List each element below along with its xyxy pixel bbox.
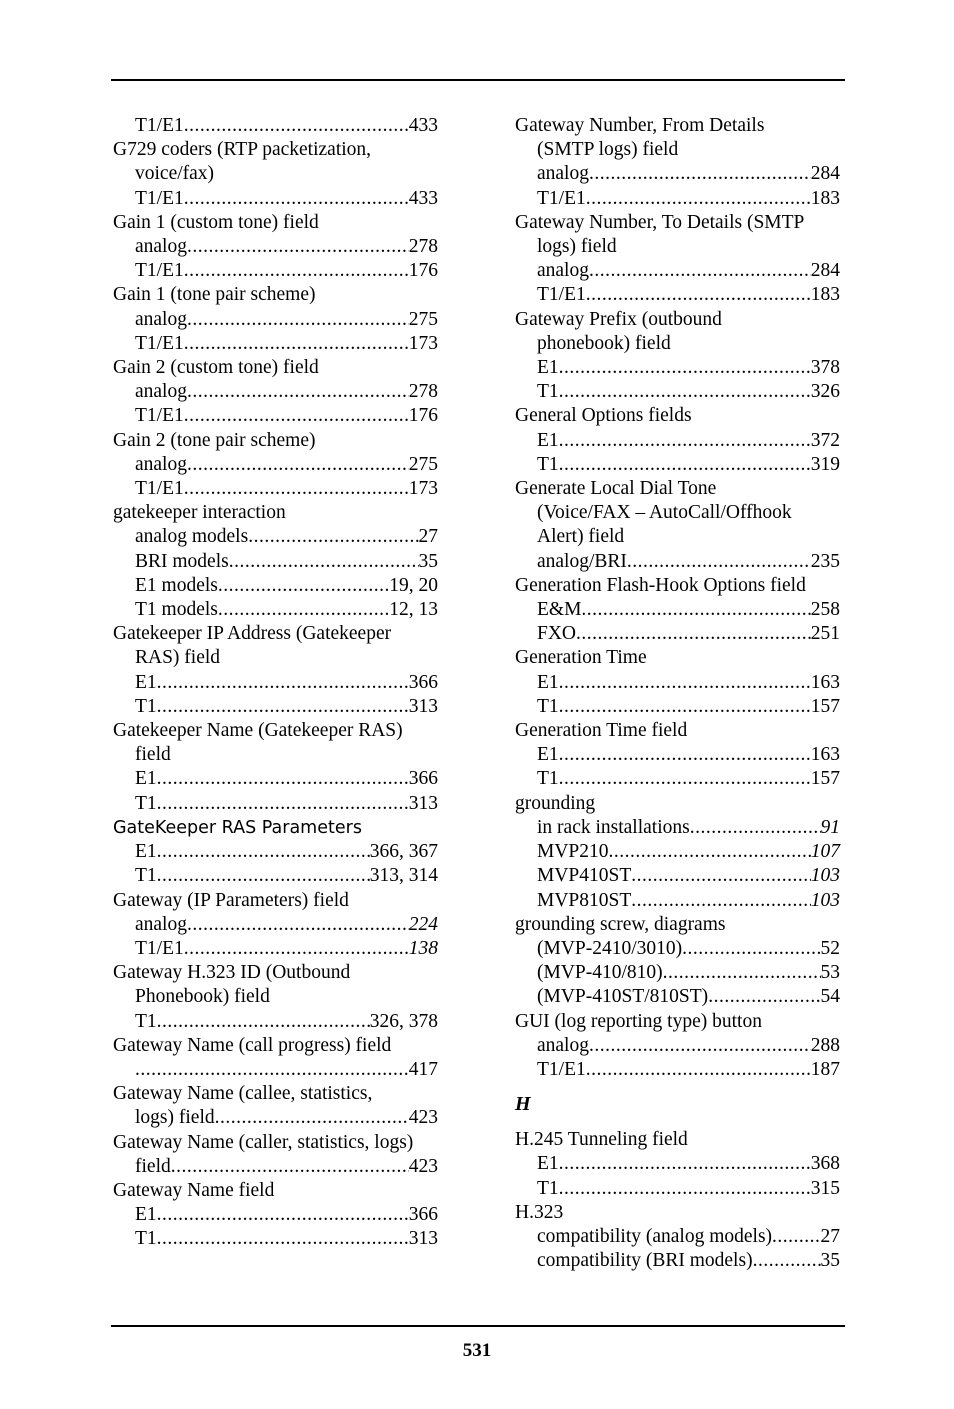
index-entry-text: E1 <box>537 671 559 693</box>
index-page-ref[interactable]: 176 <box>408 405 438 427</box>
index-main-entry: Gatekeeper IP Address (Gatekeeper <box>113 623 392 645</box>
index-main-entry: H.323 <box>515 1201 564 1223</box>
index-main-entry: Gateway Name (call progress) field <box>113 1034 392 1056</box>
index-entry-text: T1 <box>537 453 559 475</box>
index-subentry <box>113 671 438 695</box>
index-subentry <box>515 767 840 791</box>
dot-leader <box>184 332 409 356</box>
index-main-entry: H.245 Tunneling field <box>515 1129 688 1151</box>
dot-leader <box>157 840 370 864</box>
index-subentry <box>113 1227 438 1251</box>
index-entry-text: E1 <box>537 744 559 766</box>
index-page-ref[interactable]: 326, 378 <box>369 1010 438 1032</box>
dot-leader <box>559 743 811 767</box>
index-entry-text: E1 <box>537 429 559 451</box>
dot-leader <box>187 380 409 404</box>
index-main-entry: General Options fields <box>515 405 692 427</box>
index-page-ref[interactable]: 157 <box>810 768 840 790</box>
dot-leader <box>581 598 810 622</box>
dot-leader <box>171 1155 409 1179</box>
index-subentry <box>515 1152 840 1176</box>
index-main-entry: G729 coders (RTP packetization, <box>113 139 372 161</box>
index-subentry <box>515 816 840 840</box>
index-subentry <box>515 1249 840 1273</box>
index-page-ref[interactable]: 27 <box>418 526 438 548</box>
index-entry-text: T1 <box>135 865 157 887</box>
index-entry-text: T1/E1 <box>537 187 586 209</box>
index-page-ref[interactable]: 173 <box>408 332 438 354</box>
index-subentry <box>515 453 840 477</box>
index-subentry <box>515 356 840 380</box>
index-entry-text: T1 <box>135 695 157 717</box>
index-entry-text: T1 <box>135 1010 157 1032</box>
index-page-ref[interactable]: 163 <box>810 671 840 693</box>
dot-leader <box>586 1058 811 1082</box>
index-entry-text: (MVP-410/810) <box>537 962 663 984</box>
index-main-entry: Gain 2 (tone pair scheme) <box>113 429 316 451</box>
dot-leader <box>663 961 821 985</box>
dot-leader <box>157 1203 409 1227</box>
index-subentry <box>113 1203 438 1227</box>
index-main-entry: grounding screw, diagrams <box>515 913 726 935</box>
page-number: 531 <box>462 1340 492 1361</box>
index-page-ref[interactable]: 103 <box>810 889 840 911</box>
index-page-ref[interactable]: 12, 13 <box>389 599 438 621</box>
index-subentry <box>515 671 840 695</box>
dot-leader <box>157 671 409 695</box>
index-page-ref[interactable]: 52 <box>820 937 840 959</box>
index-subentry <box>515 889 840 913</box>
index-page-ref[interactable]: 378 <box>810 357 840 379</box>
index-page-ref[interactable]: 366 <box>408 671 438 693</box>
index-page-ref[interactable]: 315 <box>810 1177 840 1199</box>
index-page-ref[interactable]: 417 <box>408 1058 438 1080</box>
index-main-entry: Gateway Name field <box>113 1179 275 1201</box>
index-subentry <box>113 864 438 888</box>
index-entry-text: MVP210 <box>537 841 609 863</box>
index-subentry <box>113 308 438 332</box>
dot-leader <box>559 767 811 791</box>
index-subentry <box>113 1010 438 1034</box>
index-entry-text: E1 <box>537 357 559 379</box>
dot-leader <box>187 308 409 332</box>
index-subentry <box>113 1106 438 1130</box>
index-entry-continuation: field <box>135 744 171 766</box>
dot-leader <box>559 671 811 695</box>
dot-leader <box>609 840 811 864</box>
index-entry-text: T1/E1 <box>135 332 184 354</box>
index-subentry <box>113 937 438 961</box>
index-subentry <box>113 1155 438 1179</box>
dot-leader <box>753 1249 821 1273</box>
index-subentry <box>515 864 840 888</box>
index-column-left <box>113 114 438 1252</box>
index-page-ref[interactable]: 275 <box>408 453 438 475</box>
index-subentry <box>515 598 840 622</box>
index-entry-continuation: (SMTP logs) field <box>537 139 679 161</box>
index-subentry <box>515 840 840 864</box>
index-subentry <box>113 380 438 404</box>
index-subentry <box>515 622 840 646</box>
index-subentry <box>515 743 840 767</box>
dot-leader <box>559 1177 811 1201</box>
index-main-entry: Generation Time field <box>515 720 688 742</box>
index-page-ref[interactable]: 103 <box>810 865 840 887</box>
index-subentry <box>515 1225 840 1249</box>
index-page-ref[interactable]: 224 <box>408 913 438 935</box>
index-entry-text: E1 <box>135 768 157 790</box>
index-page-ref[interactable]: 27 <box>820 1225 840 1247</box>
index-subentry <box>113 598 438 622</box>
index-page-ref[interactable]: 423 <box>408 1107 438 1129</box>
dot-leader <box>576 622 811 646</box>
index-main-entry: Generation Time <box>515 647 647 669</box>
index-entry-text: MVP810ST <box>537 889 632 911</box>
index-subentry <box>113 477 438 501</box>
index-page-ref[interactable]: 157 <box>810 695 840 717</box>
index-subentry <box>113 913 438 937</box>
index-main-entry: Gateway Number, To Details (SMTP <box>515 211 805 233</box>
index-entry-text: analog models <box>135 526 249 548</box>
index-entry-text: analog/BRI <box>537 550 627 572</box>
index-page-ref[interactable]: 176 <box>408 260 438 282</box>
dot-leader <box>157 792 409 816</box>
index-subentry <box>113 574 438 598</box>
dot-leader <box>589 1034 811 1058</box>
index-subentry <box>515 187 840 211</box>
index-page-ref[interactable]: 433 <box>408 187 438 209</box>
index-subentry <box>515 380 840 404</box>
dot-leader <box>586 283 811 307</box>
index-entry-continuation: phonebook) field <box>537 332 671 354</box>
dot-leader <box>157 695 409 719</box>
index-main-entry: Generate Local Dial Tone <box>515 478 717 500</box>
index-page-ref[interactable]: 235 <box>810 550 840 572</box>
index-subentry <box>515 1177 840 1201</box>
index-entry-text: T1/E1 <box>135 405 184 427</box>
index-entry-text: T1/E1 <box>135 260 184 282</box>
index-entry-text: E1 <box>135 1204 157 1226</box>
index-page-ref[interactable]: 313 <box>408 695 438 717</box>
index-column-right <box>515 114 840 1273</box>
dot-leader <box>187 235 409 259</box>
dot-leader <box>627 550 811 574</box>
index-page-ref[interactable]: 433 <box>408 115 438 136</box>
index-entry-text: E1 <box>135 841 157 863</box>
index-entry-text: E1 <box>135 671 157 693</box>
index-entry-text: analog <box>135 308 187 330</box>
index-entry-text: T1 <box>537 381 559 403</box>
index-page-ref[interactable]: 275 <box>408 308 438 330</box>
index-page-ref[interactable]: 19, 20 <box>389 574 438 596</box>
dot-leader <box>559 380 811 404</box>
index-subentry <box>113 525 438 549</box>
index-entry-continuation: logs) field <box>537 236 617 258</box>
index-subentry <box>113 114 438 138</box>
index-entry-text: T1 <box>135 792 157 814</box>
index-entry-text: compatibility (analog models) <box>537 1225 773 1247</box>
index-main-entry: Gateway (IP Parameters) field <box>113 889 349 911</box>
index-page-ref[interactable]: 313, 314 <box>369 865 438 887</box>
index-page-ref[interactable]: 258 <box>810 599 840 621</box>
index-subentry <box>515 961 840 985</box>
dot-leader <box>184 114 409 138</box>
index-page-ref[interactable]: 288 <box>810 1034 840 1056</box>
dot-leader <box>589 259 811 283</box>
index-page-ref[interactable]: 372 <box>810 429 840 451</box>
index-page-ref[interactable]: 138 <box>408 937 438 959</box>
index-entry-text: (MVP-2410/3010) <box>537 937 683 959</box>
index-subentry <box>515 550 840 574</box>
index-page-ref[interactable]: 366 <box>408 768 438 790</box>
index-main-entry: Gateway Prefix (outbound <box>515 308 722 330</box>
index-page-ref[interactable]: 368 <box>810 1153 840 1175</box>
index-subentry <box>515 162 840 186</box>
index-entry-text: analog <box>135 453 187 475</box>
index-main-entry: Gain 1 (custom tone) field <box>113 211 319 233</box>
index-subentry <box>515 985 840 1009</box>
index-subentry <box>113 259 438 283</box>
index-main-entry: Gateway H.323 ID (Outbound <box>113 962 351 984</box>
index-subentry <box>113 332 438 356</box>
index-entry-continuation: Alert) field <box>537 526 625 548</box>
dot-leader <box>184 259 409 283</box>
index-subentry <box>113 404 438 428</box>
index-entry-text: analog <box>135 381 187 403</box>
index-entry-text: logs) field <box>135 1107 215 1129</box>
index-entry-text: analog <box>135 236 187 258</box>
index-page-ref[interactable]: 183 <box>810 284 840 306</box>
index-entry-continuation: RAS) field <box>135 647 221 669</box>
index-subentry <box>515 429 840 453</box>
index-entry-text: T1 <box>135 1228 157 1250</box>
index-page-ref[interactable]: 278 <box>408 236 438 258</box>
index-subentry <box>515 259 840 283</box>
index-entry-continuation: voice/fax) <box>135 163 215 185</box>
index-main-entry: Gateway Name (callee, statistics, <box>113 1083 373 1105</box>
index-subentry <box>113 1058 438 1082</box>
dot-leader <box>157 1010 370 1034</box>
index-page-ref[interactable]: 35 <box>820 1250 840 1272</box>
index-entry-text: T1/E1 <box>135 478 184 500</box>
index-page-ref[interactable]: 366, 367 <box>369 841 438 863</box>
index-entry-text: T1 <box>537 1177 559 1199</box>
index-entry-text: BRI models <box>135 550 229 572</box>
index-subentry <box>515 1034 840 1058</box>
dot-leader <box>586 187 811 211</box>
index-entry-text: analog <box>135 913 187 935</box>
index-subentry <box>113 792 438 816</box>
dot-leader <box>157 767 409 791</box>
dot-leader <box>690 816 821 840</box>
index-subentry <box>113 767 438 791</box>
index-page-ref[interactable]: 366 <box>408 1204 438 1226</box>
index-entry-text: compatibility (BRI models) <box>537 1250 753 1272</box>
index-main-entry: gatekeeper interaction <box>113 502 286 524</box>
dot-leader <box>157 864 370 888</box>
index-entry-text: FXO <box>537 623 577 645</box>
index-page-ref[interactable]: 284 <box>810 260 840 282</box>
dot-leader <box>215 1106 409 1130</box>
dot-leader <box>559 1152 811 1176</box>
index-page-ref[interactable]: 163 <box>810 744 840 766</box>
dot-leader <box>559 429 811 453</box>
index-main-entry: Gain 1 (tone pair scheme) <box>113 284 316 306</box>
index-main-entry: GUI (log reporting type) button <box>515 1010 762 1032</box>
index-entry-text: analog <box>537 260 589 282</box>
index-subentry <box>113 695 438 719</box>
dot-leader <box>559 356 811 380</box>
index-page-ref[interactable]: 35 <box>418 550 438 572</box>
header-rule <box>111 79 845 81</box>
index-page-ref[interactable]: 326 <box>810 381 840 403</box>
index-page-ref[interactable]: 313 <box>408 792 438 814</box>
index-subentry <box>113 453 438 477</box>
index-entry-text: E&M <box>537 599 582 621</box>
index-subentry <box>515 937 840 961</box>
index-entry-text: T1 models <box>135 599 218 621</box>
index-main-entry: Gateway Name (caller, statistics, logs) <box>113 1131 414 1153</box>
index-entry-text: T1 <box>537 768 559 790</box>
index-entry-text: T1/E1 <box>135 115 184 136</box>
index-subentry <box>113 187 438 211</box>
index-page-ref[interactable]: 53 <box>820 962 840 984</box>
dot-leader <box>589 162 811 186</box>
index-page-ref[interactable]: 183 <box>810 187 840 209</box>
index-main-entry: Gateway Number, From Details <box>515 115 765 136</box>
dot-leader <box>248 525 418 549</box>
index-entry-text: T1/E1 <box>537 284 586 306</box>
dot-leader <box>184 937 409 961</box>
index-entry-text: analog <box>537 163 589 185</box>
index-entry-text: T1/E1 <box>135 937 184 959</box>
index-entry-text: MVP410ST <box>537 865 632 887</box>
index-subentry <box>515 1058 840 1082</box>
index-entry-text: in rack installations <box>537 816 690 838</box>
index-subentry <box>113 235 438 259</box>
index-page-ref[interactable]: 91 <box>820 816 840 838</box>
dot-leader <box>184 404 409 428</box>
dot-leader <box>184 187 409 211</box>
index-entry-text: analog <box>537 1034 589 1056</box>
index-page-ref[interactable]: 173 <box>408 478 438 500</box>
index-page-ref[interactable]: 278 <box>408 381 438 403</box>
dot-leader <box>772 1225 820 1249</box>
index-entry-text: (MVP-410ST/810ST) <box>537 986 709 1008</box>
dot-leader <box>135 1058 409 1082</box>
index-page-ref[interactable]: 54 <box>820 986 840 1008</box>
index-entry-text: T1/E1 <box>537 1058 586 1080</box>
index-section-letter: H <box>515 1093 531 1116</box>
dot-leader <box>187 453 409 477</box>
dot-leader <box>218 598 389 622</box>
index-page-ref[interactable]: 319 <box>810 453 840 475</box>
index-main-entry: GateKeeper RAS Parameters <box>113 817 362 838</box>
footer-rule <box>111 1325 845 1327</box>
index-subentry <box>515 283 840 307</box>
index-entry-text: E1 <box>537 1153 559 1175</box>
index-page-ref[interactable]: 423 <box>408 1155 438 1177</box>
index-subentry <box>113 840 438 864</box>
dot-leader <box>631 889 810 913</box>
index-main-entry: Generation Flash-Hook Options field <box>515 574 806 596</box>
index-main-entry: grounding <box>515 792 596 814</box>
dot-leader <box>187 913 409 937</box>
index-page-ref[interactable]: 284 <box>810 163 840 185</box>
dot-leader <box>559 453 811 477</box>
dot-leader <box>631 864 810 888</box>
index-entry-text: T1/E1 <box>135 187 184 209</box>
index-page-ref[interactable]: 251 <box>810 623 840 645</box>
index-subentry <box>113 550 438 574</box>
index-page-ref[interactable]: 313 <box>408 1228 438 1250</box>
dot-leader <box>229 550 419 574</box>
index-subentry <box>515 695 840 719</box>
dot-leader <box>682 937 820 961</box>
dot-leader <box>157 1227 409 1251</box>
dot-leader <box>218 574 389 598</box>
index-main-entry: Gatekeeper Name (Gatekeeper RAS) <box>113 720 403 742</box>
dot-leader <box>184 477 409 501</box>
index-page-ref[interactable]: 187 <box>810 1058 840 1080</box>
index-entry-continuation: Phonebook) field <box>135 986 270 1008</box>
dot-leader <box>559 695 811 719</box>
index-entry-text: field <box>135 1155 171 1177</box>
index-main-entry: Gain 2 (custom tone) field <box>113 357 319 379</box>
index-entry-continuation: (Voice/FAX – AutoCall/Offhook <box>537 502 792 524</box>
dot-leader <box>708 985 820 1009</box>
index-entry-text: T1 <box>537 695 559 717</box>
index-entry-text: E1 models <box>135 574 218 596</box>
index-page-ref[interactable]: 107 <box>810 841 840 863</box>
